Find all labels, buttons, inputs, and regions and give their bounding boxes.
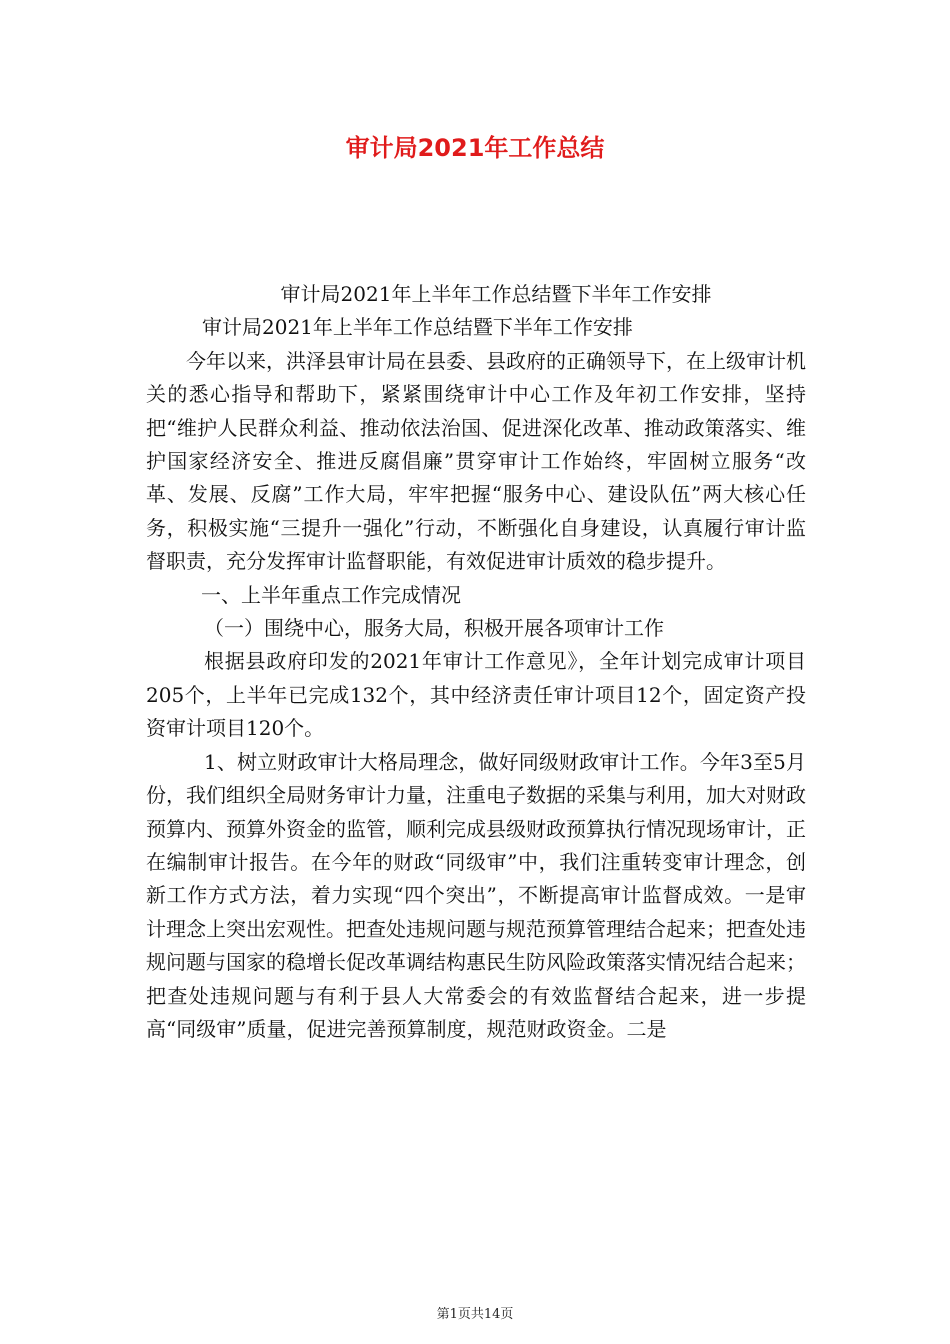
paragraph-plan: 根据县政府印发的2021年审计工作意见》，全年计划完成审计项目205个，上半年已完成132个，其中经济责任审计项目12个，固定资产投资审计项目120个。 bbox=[146, 649, 806, 741]
page-number: 第1页共14页 bbox=[436, 1307, 514, 1322]
document-body bbox=[146, 278, 806, 1046]
document-title: 审计局2021年工作总结 bbox=[345, 134, 605, 162]
paragraph-finance-audit: 1、树立财政审计大格局理念，做好同级财政审计工作。今年3至5月份，我们组织全局财务审计力量，注重电子数据的采集与利用，加大对财政预算内、预算外资金的监管，顺利完成县级财政预算执行情况现场审计，正在编制审计报告。在今年的财政“同级审”中，我们注重转变审计理念，创新工作方式方法，着力实现“四个突出”，不断提高审计监督成效。一是审计理念上突出宏观性。把查处违规问题与规范预算管理结合起来；把查处违规问题与国家的稳增长促改革调结构惠民生防风险政策落实情况结合起来；把查处违规问题与有利于县人大常委会的有效监督结合起来，进一步提高“同级审”质量，促进完善预算制度，规范财政资金。二是 bbox=[146, 749, 806, 1041]
subtitle-line-2: 审计局2021年上半年工作总结暨下半年工作安排 bbox=[202, 315, 633, 340]
section-heading: 一、上半年重点工作完成情况 bbox=[201, 582, 461, 607]
intro-paragraph: 今年以来，洪泽县审计局在县委、县政府的正确领导下，在上级审计机关的悉心指导和帮助下，紧紧围绕审计中心工作及年初工作安排，坚持把“维护人民群众利益、推动依法治国、促进深化改革、推动政策落实、维护国家经济安全、推进反腐倡廉”贯穿审计工作始终，牢固树立服务“改革、发展、反腐”工作大局，牢牢把握“服务中心、建设队伍”两大核心任务，积极实施“三提升一强化”行动，不断强化自身建设，认真履行审计监督职责，充分发挥审计监督职能，有效促进审计质效的稳步提升。 bbox=[146, 348, 806, 574]
subtitle-line-1: 审计局2021年上半年工作总结暨下半年工作安排 bbox=[280, 282, 712, 306]
subsection-heading: （一）围绕中心，服务大局，积极开展各项审计工作 bbox=[204, 616, 664, 641]
